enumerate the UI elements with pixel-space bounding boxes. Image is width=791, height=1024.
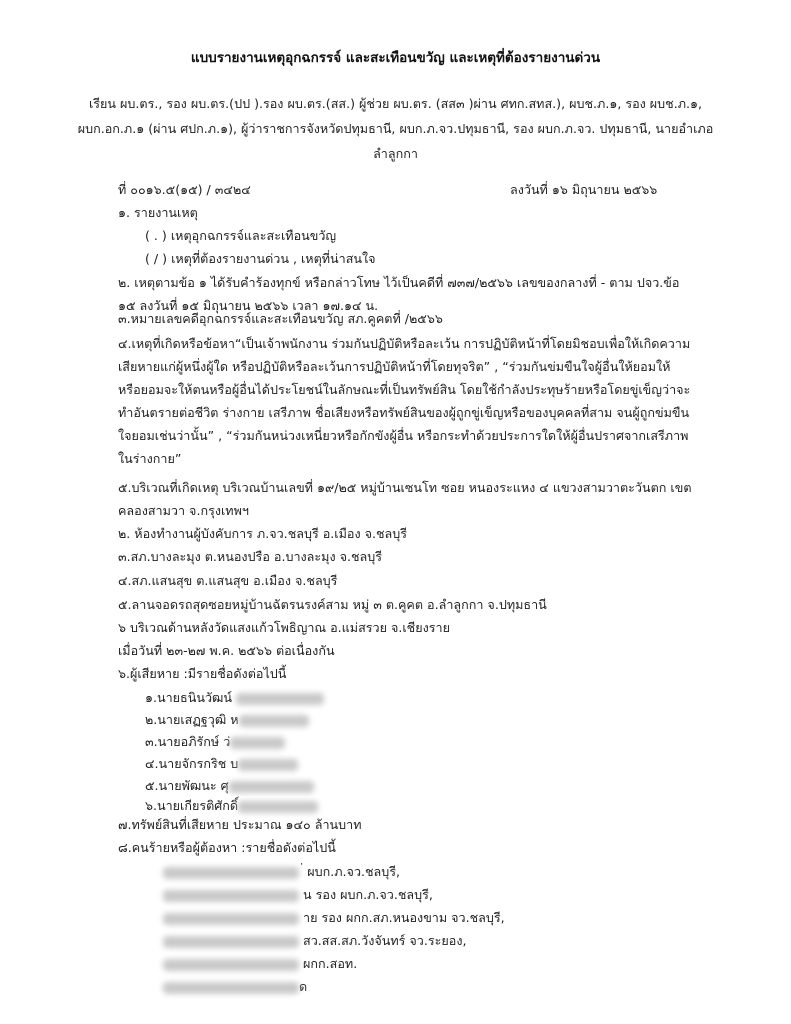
section-5-line: คลองสามวา จ.กรุงเทพฯ [118, 503, 249, 518]
section-5-line: ๕.บริเวณที่เกิดเหตุ บริเวณบ้านเลขที่ ๑๙/๒๕ หมู่บ้านเซนโท ซอย หนองระแหง ๔ แขวงสามวาตะวันตก เขต [118, 480, 692, 495]
addressee: เรียน ผบ.ตร., รอง ผบ.ตร.(ปป ).รอง ผบ.ตร.(สส.) ผู้ช่วย ผบ.ตร. (สส๓ )ผ่าน ศทก.สทส.), ผบช.ภ.๑, รอง ผบช.ภ.๑, ผบก.อก.ภ.๑ (ผ่าน ศปก.ภ.๑), ผู้ว่าราชการจังหวัดปทุมธานี, ผบก.ภ.จว.ปทุมธานี, รอง ผบก.ภ.จว. ปทุมธานี, นายอำเภอลำลูกกา [77, 96, 714, 161]
victim-item [145, 776, 314, 796]
victim-item [145, 796, 318, 816]
section-4-line: ในร่างกาย” [118, 451, 182, 466]
suspect-item [163, 954, 357, 974]
victim-name: ๓.นายอภิรักษ์ ว่ [145, 734, 231, 749]
option-severe-incident: ( . ) เหตุอุกฉกรรจ์และสะเทือนขวัญ [145, 228, 337, 243]
section-5-line: ๕.ลานจอดรถสุดซอยหมู่บ้านฉัตรนรงค์สาม หมู่ ๓ ต.คูคต อ.ลำลูกกา จ.ปทุมธานี [118, 597, 547, 612]
section-4-line: หรือยอมจะให้ตนหรือผู้อื่นได้ประโยชน์ในลักษณะที่เป็นทรัพย์สิน โดยใช้กำลังประทุษร้ายหรือโดยขู่เข็ญว่าจะ [118, 382, 691, 397]
section-2-line: ๑๕ ลงวันที่ ๑๕ มิถุนายน ๒๕๖๖ เวลา ๑๗.๑๔ น. [118, 298, 379, 313]
suspect-position: าย รอง ผกก.สภ.หนองขาม จว.ชลบุรี, [303, 910, 505, 925]
section-5-line: ๒. ห้องทำงานผู้บังคับการ ภ.จว.ชลบุรี อ.เมือง จ.ชลบุรี [118, 526, 408, 541]
section-5-line: ๖ บริเวณด้านหลังวัดแสงแก้วโพธิญาณ อ.แม่สรวย จ.เชียงราย [118, 620, 450, 635]
redacted-name [163, 913, 299, 925]
section-7: ๗.ทรัพย์สินที่เสียหาย ประมาณ ๑๔๐ ล้านบาท [118, 817, 362, 832]
suspect-position: ด [299, 979, 308, 994]
redacted-name [163, 867, 299, 879]
section-3: ๓.หมายเลขคดีอุกฉกรรจ์และสะเทือนขวัญ สภ.คูคตที่ /๒๕๖๖ [118, 311, 443, 326]
victim-item [145, 710, 309, 730]
redacted-name [236, 693, 324, 705]
suspect-item [163, 908, 505, 928]
victim-name: ๑.นายธนินวัฒน์ [145, 690, 233, 705]
redacted-name [163, 890, 299, 902]
suspect-item [163, 885, 433, 905]
suspect-item [163, 931, 467, 951]
section-4-line: ทำอันตรายต่อชีวิต ร่างกาย เสรีภาพ ชื่อเสียงหรือทรัพย์สินของผู้ถูกขู่เข็ญหรือของบุคคลที่สาม จนผู้ถูกข่มขืน [118, 405, 690, 420]
suspect-position: สว.สส.สภ.วังจันทร์ จว.ระยอง, [303, 933, 467, 948]
victim-name: ๖.นายเกียรติศักดิ์ [145, 798, 239, 813]
victim-item [145, 732, 285, 752]
section-5-line: ๔.สภ.แสนสุข ต.แสนสุข อ.เมือง จ.ชลบุรี [118, 573, 338, 588]
section-4-line: ๔.เหตุที่เกิดหรือข้อหา“เป็นเจ้าพนักงาน ร่วมกันปฏิบัติหรือละเว้น การปฏิบัติหน้าที่โดยมิชอบเพื่อให้เกิดความ [118, 336, 691, 351]
section-5-line: ๓.สภ.บางละมุง ต.หนองปรือ อ.บางละมุง จ.ชลบุรี [118, 549, 383, 564]
victim-name: ๕.นายพัฒนะ ศุ [145, 778, 229, 793]
redacted-name [229, 781, 314, 793]
suspect-position: ่ ผบก.ภ.จว.ชลบุรี, [303, 864, 401, 879]
option-urgent-incident: ( / ) เหตุที่ต้องรายงานด่วน , เหตุที่น่าสนใจ [145, 251, 376, 266]
section-5-line: เมื่อวันที่ ๒๓-๒๗ พ.ค. ๒๕๖๖ ต่อเนื่องกัน [118, 643, 335, 658]
report-date: ลงวันที่ ๑๖ มิถุนายน ๒๕๖๖ [510, 182, 658, 197]
section-4-line: เสียหายแก่ผู้หนึ่งผู้ใด หรือปฏิบัติหรือละเว้นการปฏิบัติหน้าที่โดยทุจริต” , “ร่วมกันข่มขืนใจผู้อื่นให้ยอมให้ [118, 359, 671, 374]
reference-number: ที่ ๐๐๑๖.๕(๑๕) / ๓๔๒๔ [118, 182, 251, 197]
redacted-name [238, 801, 318, 813]
redacted-name [239, 715, 309, 727]
section-2-line: ๒. เหตุตามข้อ ๑ ได้รับคำร้องทุกข์ หรือกล่าวโทษ ไว้เป็นคดีที่ ๗๓๗/๒๕๖๖ เลขของกลางที่ - ตาม ปจว.ข้อ [118, 275, 680, 290]
victim-name: ๒.นายเสฏฐวุฒิ ห [145, 712, 239, 727]
suspect-position: น รอง ผบก.ภ.จว.ชลบุรี, [303, 887, 433, 902]
section-8-heading: ๘.คนร้ายหรือผู้ต้องหา :รายชื่อดังต่อไปนี้ [118, 840, 336, 855]
section-6-heading: ๖.ผู้เสียหาย :มีรายชื่อดังต่อไปนี้ [118, 666, 287, 681]
redacted-name [238, 759, 298, 771]
victim-name: ๔.นายจักรกริช บ [145, 756, 239, 771]
document-title: แบบรายงานเหตุอุกฉกรรจ์ และสะเทือนขวัญ และเหตุที่ต้องรายงานด่วน [190, 50, 601, 66]
redacted-name [163, 959, 299, 971]
victim-item [145, 688, 324, 708]
redacted-name [163, 982, 299, 994]
suspect-item [163, 977, 307, 997]
victim-item [145, 754, 298, 774]
redacted-name [230, 737, 285, 749]
suspect-item [163, 862, 400, 882]
section-4-line: ใจยอมเช่นว่านั้น” , “ร่วมกันหน่วงเหนี่ยวหรือกักขังผู้อื่น หรือกระทำด้วยประการใดให้ผู้อื่นปราศจากเสรีภาพ [118, 428, 689, 443]
redacted-name [163, 936, 299, 948]
section-1-heading: ๑. รายงานเหตุ [118, 205, 198, 220]
suspect-position: ผกก.สอท. [303, 956, 358, 971]
